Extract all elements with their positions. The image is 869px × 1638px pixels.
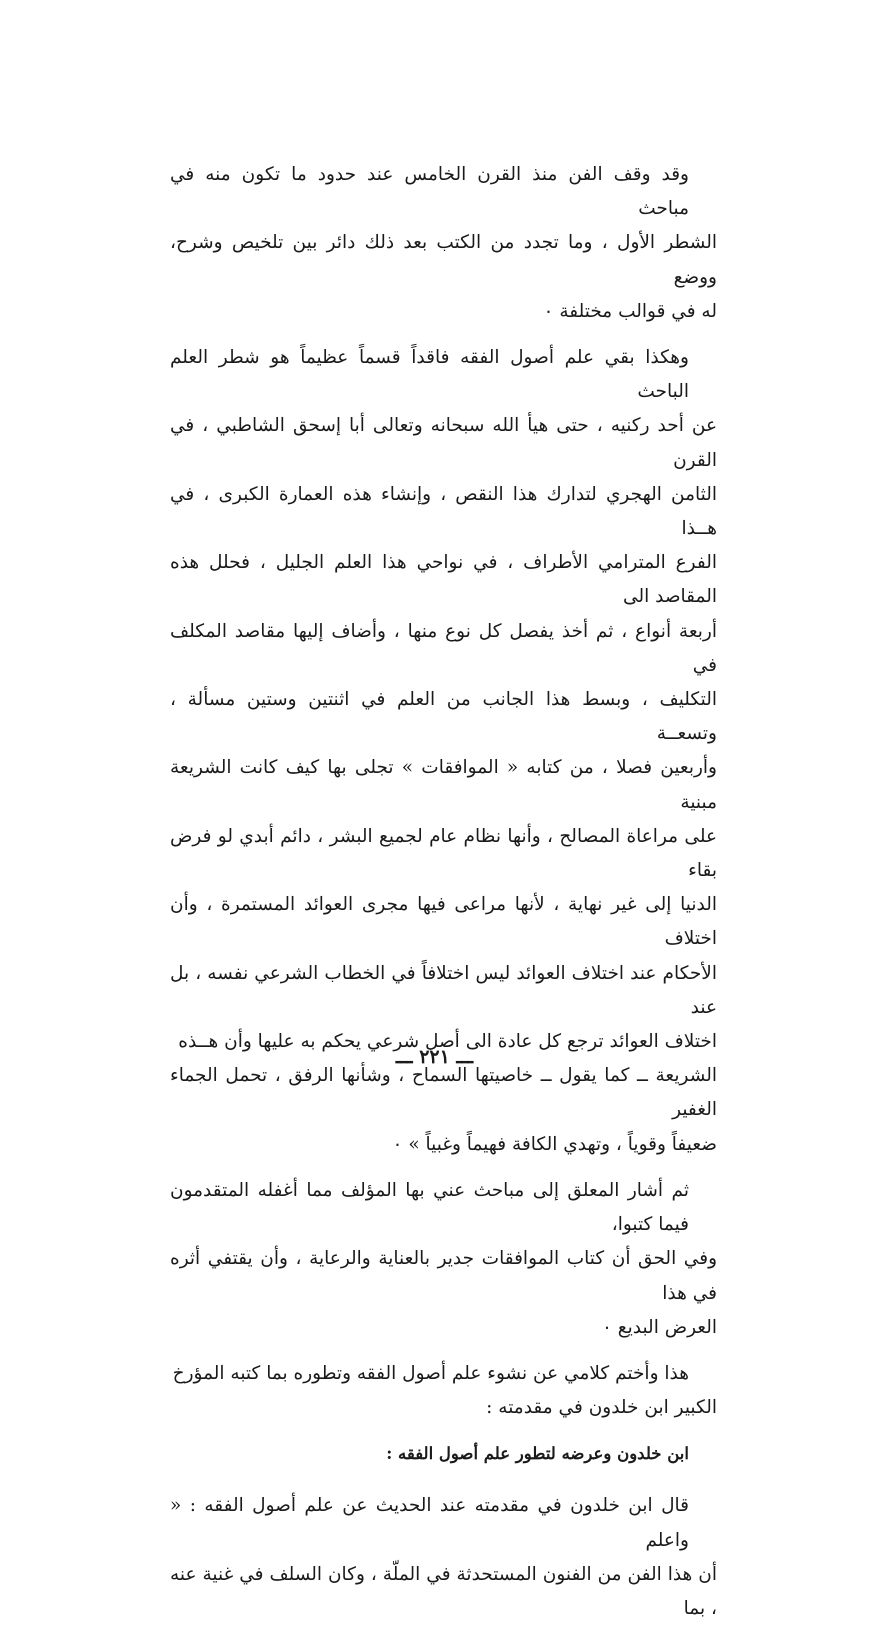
text-line: قال ابن خلدون في مقدمته عند الحديث عن علم أصول الفقه : « واعلم: [170, 1495, 689, 1551]
text-line: ضعيفاً وقوياً ، وتهدي الكافة فهيماً وغبياً » ٠: [392, 1133, 717, 1155]
text-line: الفرع المترامي الأطراف ، في نواحي هذا العلم الجليل ، فحلل هذه المقاصد الى: [170, 552, 717, 608]
text-line: الثامن الهجري لتدارك هذا النقص ، وإنشاء هذه العمارة الكبرى ، في هــذا: [170, 483, 717, 540]
text-line: الشريعة ــ كما يقول ــ خاصيتها السماح ، وشأنها الرفق ، تحمل الجماء الغفير: [170, 1065, 717, 1121]
paragraph-5: [170, 1489, 717, 1626]
text-line: له في قوالب مختلفة ٠: [543, 300, 717, 322]
paragraph-2: [170, 341, 717, 1162]
text-line: الشطر الأول ، وما تجدد من الكتب بعد ذلك دائر بين تلخيص وشرح، ووضع: [170, 232, 717, 288]
section-heading: ابن خلدون وعرضه لتطور علم أصول الفقه :: [386, 1444, 689, 1464]
text-line: اختلاف العوائد ترجع كل عادة الى أصل شرعي يحكم به عليها وأن هــذه: [178, 1031, 717, 1053]
text-line: ثم أشار المعلق إلى مباحث عني بها المؤلف مما أغفله المتقدمون فيما كتبوا،: [170, 1179, 689, 1236]
text-line: وقد وقف الفن منذ القرن الخامس عند حدود ما تكون منه في مباحث: [170, 164, 689, 220]
paragraph-3: [170, 1174, 717, 1345]
text-line: العرض البديع ٠: [601, 1316, 717, 1338]
text-line: الكبير ابن خلدون في مقدمته :: [486, 1397, 717, 1419]
paragraph-1: [170, 158, 717, 329]
text-line: الأحكام عند اختلاف العوائد ليس اختلافاً في الخطاب الشرعي نفسه ، بل عند: [170, 962, 717, 1018]
text-line: على مراعاة المصالح ، وأنها نظام عام لجميع البشر ، دائم أبدي لو فرض بقاء: [170, 825, 717, 882]
text-line: التكليف ، وبسط هذا الجانب من العلم في اثنتين وستين مسألة ، وتسعــة: [170, 689, 717, 745]
body-text: [170, 158, 717, 1638]
text-line: أن هذا الفن من الفنون المستحدثة في الملّة ، وكان السلف في غنية عنه ، بما: [170, 1563, 717, 1619]
text-line: الدنيا إلى غير نهاية ، لأنها مراعى فيها مجرى العوائد المستمرة ، وأن اختلاف: [170, 894, 717, 950]
page-number: ـــ ٢٢١ ـــ: [395, 1046, 474, 1068]
text-line: وفي الحق أن كتاب الموافقات جدير بالعناية والرعاية ، وأن يقتفي أثره في هذا: [170, 1248, 717, 1304]
text-line: أربعة أنواع ، ثم أخذ يفصل كل نوع منها ، وأضاف إليها مقاصد المكلف في: [170, 620, 717, 676]
text-line: عن أحد ركنيه ، حتى هيأ الله سبحانه وتعالى أبا إسحق الشاطبي ، في القرن: [170, 415, 717, 471]
text-line: وأربعين فصلا ، من كتابه « الموافقات » تجلى بها كيف كانت الشريعة مبنية: [170, 757, 717, 813]
text-line: هذا وأختم كلامي عن نشوء علم أصول الفقه وتطوره بما كتبه المؤرخ: [172, 1362, 689, 1384]
text-line: وهكذا بقي علم أصول الفقه فاقداً قسماً عظيماً هو شطر العلم الباحث: [170, 347, 689, 403]
paragraph-4: [170, 1357, 717, 1425]
